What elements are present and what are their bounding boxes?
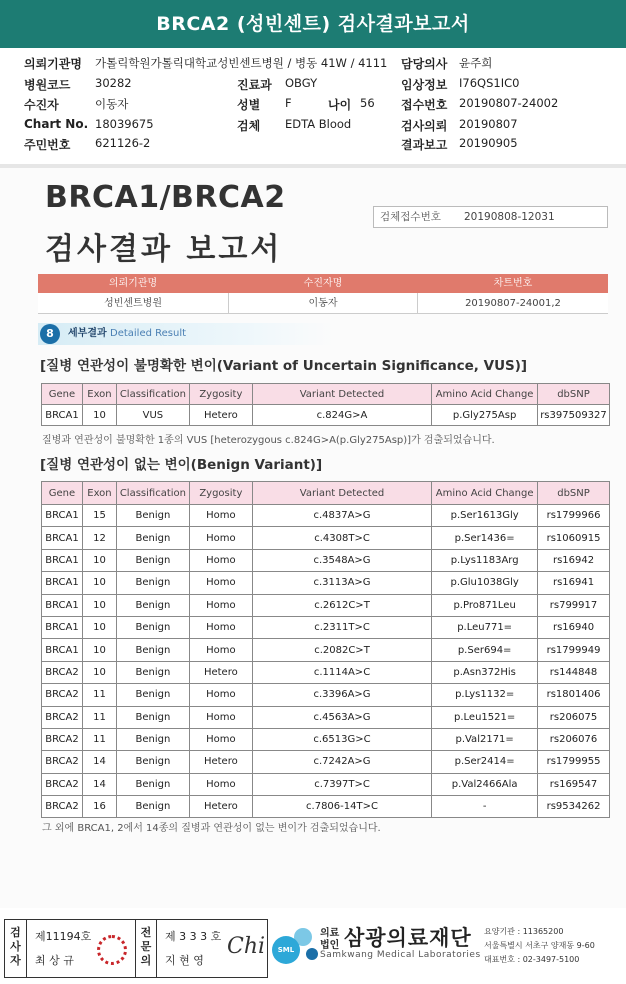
report-title-bar: BRCA2 (성빈센트) 검사결과보고서 [0, 0, 626, 48]
benign-section-title: [질병 연관성이 없는 변이(Benign Variant)] [40, 457, 323, 473]
cell-zygosity: Homo [189, 639, 252, 661]
variant-row [42, 751, 610, 773]
vus-note: 질병과 연관성이 불명확한 1종의 VUS [heterozygous c.824G>A(p.Gly275Asp)]가 검출되었습니다. [42, 435, 495, 446]
cell-exon: 12 [82, 527, 116, 549]
cell-amino-acid: p.Glu1038Gly [432, 572, 538, 594]
cell-variant: c.4308T>C [252, 527, 431, 549]
specialist-label: 전문의 [135, 920, 157, 977]
report-title-gene: BRCA1/BRCA2 [45, 180, 286, 215]
cell-gene: BRCA2 [42, 728, 83, 750]
specimen-label: 검체 [237, 119, 261, 133]
cell-gene: BRCA2 [42, 773, 83, 795]
cell-dbsnp: rs1799949 [538, 639, 610, 661]
cell-zygosity: Homo [189, 527, 252, 549]
collector-label: 수진자 [24, 98, 59, 112]
variant-row [42, 405, 610, 426]
cell-amino-acid: p.Val2171= [432, 728, 538, 750]
cell-amino-acid: - [432, 796, 538, 818]
cell-exon: 14 [82, 773, 116, 795]
cell-dbsnp: rs1799955 [538, 751, 610, 773]
corp-type: 의료법인 [320, 928, 340, 951]
cell-gene: BRCA2 [42, 661, 83, 683]
variant-row [42, 684, 610, 706]
col-zygosity: Zygosity [189, 482, 252, 505]
col-zygosity: Zygosity [189, 384, 252, 405]
cell-variant: c.3396A>G [252, 684, 431, 706]
cell-amino-acid: p.Leu771= [432, 616, 538, 638]
info-header-patient: 수진자명 [228, 274, 418, 293]
col-exon: Exon [82, 482, 116, 505]
specimen-value: EDTA Blood [285, 117, 352, 131]
cell-dbsnp: rs144848 [538, 661, 610, 683]
cell-classification: Benign [116, 796, 189, 818]
request-date-value: 20190807 [459, 117, 518, 131]
signature-footer [0, 908, 626, 984]
cell-gene: BRCA2 [42, 751, 83, 773]
cell-amino-acid: p.Pro871Leu [432, 594, 538, 616]
tester-name: 최 상 규 [35, 954, 74, 967]
col-amino-acid: Amino Acid Change [432, 482, 538, 505]
info-value-patient: 이동자 [228, 293, 418, 314]
agency-number: 요양기관 : 11365200 [484, 927, 564, 936]
chart-no-label: Chart No. [24, 117, 89, 131]
receipt-no-label: 접수번호 [401, 98, 448, 112]
cell-amino-acid: p.Ser1436= [432, 527, 538, 549]
col-dbsnp: dbSNP [537, 384, 609, 405]
col-dbsnp: dbSNP [538, 482, 610, 505]
specimen-receipt-value: 20190808-12031 [464, 211, 555, 223]
cell-exon: 14 [82, 751, 116, 773]
cell-dbsnp: rs206076 [538, 728, 610, 750]
cell-gene: BRCA1 [42, 405, 83, 426]
cell-gene: BRCA2 [42, 796, 83, 818]
department-label: 진료과 [237, 78, 272, 92]
cell-dbsnp: rs169547 [538, 773, 610, 795]
col-variant: Variant Detected [252, 482, 431, 505]
report-date-label: 결과보고 [401, 138, 448, 152]
cell-exon: 16 [82, 796, 116, 818]
cell-classification: VUS [116, 405, 189, 426]
doctor-label: 담당의사 [401, 57, 448, 71]
cell-variant: c.824G>A [252, 405, 431, 426]
hospital-code-label: 병원코드 [24, 78, 71, 92]
cell-exon: 11 [82, 684, 116, 706]
cell-gene: BRCA1 [42, 527, 83, 549]
cell-dbsnp: rs799917 [538, 594, 610, 616]
cell-gene: BRCA1 [42, 616, 83, 638]
clinical-info-value: I76QS1IC0 [459, 76, 520, 90]
resident-no-label: 주민번호 [24, 138, 71, 152]
cell-amino-acid: p.Lys1183Arg [432, 549, 538, 571]
cell-classification: Benign [116, 661, 189, 683]
department-value: OBGY [285, 76, 318, 90]
cell-exon: 10 [82, 549, 116, 571]
report-title-korean: 검사결과 보고서 [45, 232, 283, 267]
cell-variant: c.2311T>C [252, 616, 431, 638]
benign-table [41, 481, 610, 818]
cell-amino-acid: p.Val2466Ala [432, 773, 538, 795]
cell-dbsnp: rs16942 [538, 549, 610, 571]
doctor-value: 윤주희 [459, 56, 493, 70]
cell-classification: Benign [116, 572, 189, 594]
signature-box [4, 919, 268, 978]
benign-note: 그 외에 BRCA1, 2에서 14종의 질병과 연관성이 없는 변이가 검출되었습니다. [42, 823, 381, 834]
institution-value: 가톨릭학원가톨릭대학교성빈센트병원 / 병동 41W / 4111 [95, 56, 388, 70]
info-header-institution: 의뢰기관명 [38, 274, 228, 293]
hospital-code-value: 30282 [95, 76, 132, 90]
specialist-number: 제 3 3 3 호 [165, 930, 222, 943]
cell-dbsnp: rs16940 [538, 616, 610, 638]
cell-zygosity: Hetero [189, 661, 252, 683]
cell-zygosity: Homo [189, 773, 252, 795]
detailed-result-korean: 세부결과 [68, 328, 107, 339]
corp-name: 삼광의료재단 [344, 926, 472, 950]
cell-zygosity: Homo [189, 684, 252, 706]
report-date-value: 20190905 [459, 136, 518, 150]
col-gene: Gene [42, 384, 83, 405]
cell-variant: c.3548A>G [252, 549, 431, 571]
col-gene: Gene [42, 482, 83, 505]
variant-row [42, 505, 610, 527]
cell-zygosity: Homo [189, 549, 252, 571]
cell-variant: c.4563A>G [252, 706, 431, 728]
cell-gene: BRCA2 [42, 706, 83, 728]
request-info-table [38, 274, 608, 314]
corp-english-name: Samkwang Medical Laboratories [320, 950, 481, 960]
age-value: 56 [360, 96, 375, 110]
cell-dbsnp: rs397509327 [537, 405, 609, 426]
vus-section-title: [질병 연관성이 불명확한 변이(Variant of Uncertain Significance, VUS)] [40, 358, 528, 374]
cell-exon: 10 [82, 594, 116, 616]
col-classification: Classification [116, 384, 189, 405]
variant-row [42, 796, 610, 818]
cell-gene: BRCA1 [42, 505, 83, 527]
variant-row [42, 616, 610, 638]
cell-amino-acid: p.Ser694= [432, 639, 538, 661]
ribbon-icon: 8 [40, 324, 60, 344]
cell-exon: 15 [82, 505, 116, 527]
col-amino-acid: Amino Acid Change [432, 384, 538, 405]
specimen-receipt-label: 검체접수번호 [380, 211, 441, 223]
sex-label: 성별 [237, 98, 261, 112]
sex-value: F [285, 96, 292, 110]
cell-variant: c.2612C>T [252, 594, 431, 616]
cell-dbsnp: rs1060915 [538, 527, 610, 549]
col-classification: Classification [116, 482, 189, 505]
cell-exon: 10 [82, 616, 116, 638]
cell-zygosity: Hetero [189, 405, 252, 426]
cell-variant: c.3113A>G [252, 572, 431, 594]
receipt-no-value: 20190807-24002 [459, 96, 559, 110]
specialist-name: 지 현 영 [165, 954, 204, 967]
cell-zygosity: Hetero [189, 751, 252, 773]
cell-classification: Benign [116, 773, 189, 795]
detailed-result-english: Detailed Result [110, 328, 187, 339]
corp-address: 서울특별시 서초구 양재동 9-60 [484, 941, 595, 950]
cell-dbsnp: rs9534262 [538, 796, 610, 818]
cell-exon: 10 [82, 661, 116, 683]
signature-icon: Chi [227, 934, 266, 959]
cell-zygosity: Homo [189, 728, 252, 750]
cell-gene: BRCA1 [42, 639, 83, 661]
cell-classification: Benign [116, 639, 189, 661]
cell-gene: BRCA1 [42, 594, 83, 616]
patient-header [0, 48, 626, 164]
cell-dbsnp: rs1801406 [538, 684, 610, 706]
variant-row [42, 572, 610, 594]
variant-row [42, 706, 610, 728]
cell-variant: c.1114A>C [252, 661, 431, 683]
cell-dbsnp: rs16941 [538, 572, 610, 594]
cell-classification: Benign [116, 751, 189, 773]
cell-classification: Benign [116, 594, 189, 616]
cell-zygosity: Homo [189, 616, 252, 638]
cell-variant: c.2082C>T [252, 639, 431, 661]
cell-amino-acid: p.Ser1613Gly [432, 505, 538, 527]
cell-classification: Benign [116, 616, 189, 638]
seal-stamp-icon [97, 935, 127, 965]
cell-classification: Benign [116, 505, 189, 527]
cell-zygosity: Homo [189, 572, 252, 594]
cell-gene: BRCA1 [42, 549, 83, 571]
detailed-result-banner [38, 323, 333, 345]
request-date-label: 검사의뢰 [401, 119, 448, 133]
cell-classification: Benign [116, 706, 189, 728]
institution-label: 의뢰기관명 [24, 57, 82, 71]
clinical-info-label: 임상정보 [401, 78, 448, 92]
cell-variant: c.7806-14T>C [252, 796, 431, 818]
cell-gene: BRCA1 [42, 572, 83, 594]
variant-row [42, 773, 610, 795]
collector-value: 이동자 [95, 97, 129, 111]
lab-logo-icon: SML [272, 924, 326, 970]
cell-exon: 11 [82, 706, 116, 728]
col-variant: Variant Detected [252, 384, 431, 405]
cell-dbsnp: rs206075 [538, 706, 610, 728]
tester-label: 검사자 [5, 920, 27, 977]
cell-amino-acid: p.Lys1132= [432, 684, 538, 706]
cell-exon: 10 [82, 639, 116, 661]
variant-row [42, 527, 610, 549]
age-label: 나이 [328, 98, 352, 112]
cell-exon: 10 [82, 405, 116, 426]
variant-row [42, 661, 610, 683]
specimen-receipt-box [373, 206, 608, 228]
cell-dbsnp: rs1799966 [538, 505, 610, 527]
cell-classification: Benign [116, 728, 189, 750]
variant-row [42, 549, 610, 571]
cell-classification: Benign [116, 549, 189, 571]
cell-amino-acid: p.Ser2414= [432, 751, 538, 773]
cell-zygosity: Hetero [189, 796, 252, 818]
cell-variant: c.7242A>G [252, 751, 431, 773]
info-value-chart: 20190807-24001,2 [418, 293, 608, 314]
scanned-report [0, 168, 626, 908]
cell-classification: Benign [116, 527, 189, 549]
cell-variant: c.4837A>G [252, 505, 431, 527]
tester-number: 제11194호 [35, 930, 92, 943]
corp-phone: 대표번호 : 02-3497-5100 [484, 955, 580, 964]
cell-zygosity: Homo [189, 594, 252, 616]
cell-exon: 11 [82, 728, 116, 750]
cell-gene: BRCA2 [42, 684, 83, 706]
cell-amino-acid: p.Asn372His [432, 661, 538, 683]
vus-table [41, 383, 610, 426]
cell-variant: c.7397T>C [252, 773, 431, 795]
cell-zygosity: Homo [189, 505, 252, 527]
info-value-institution: 성빈센트병원 [38, 293, 228, 314]
cell-zygosity: Homo [189, 706, 252, 728]
cell-classification: Benign [116, 684, 189, 706]
resident-no-value: 621126-2 [95, 136, 151, 150]
cell-amino-acid: p.Gly275Asp [432, 405, 538, 426]
cell-amino-acid: p.Leu1521= [432, 706, 538, 728]
cell-variant: c.6513G>C [252, 728, 431, 750]
variant-row [42, 728, 610, 750]
variant-row [42, 639, 610, 661]
chart-no-value: 18039675 [95, 117, 154, 131]
variant-row [42, 594, 610, 616]
col-exon: Exon [82, 384, 116, 405]
info-header-chart: 차트번호 [418, 274, 608, 293]
cell-exon: 10 [82, 572, 116, 594]
